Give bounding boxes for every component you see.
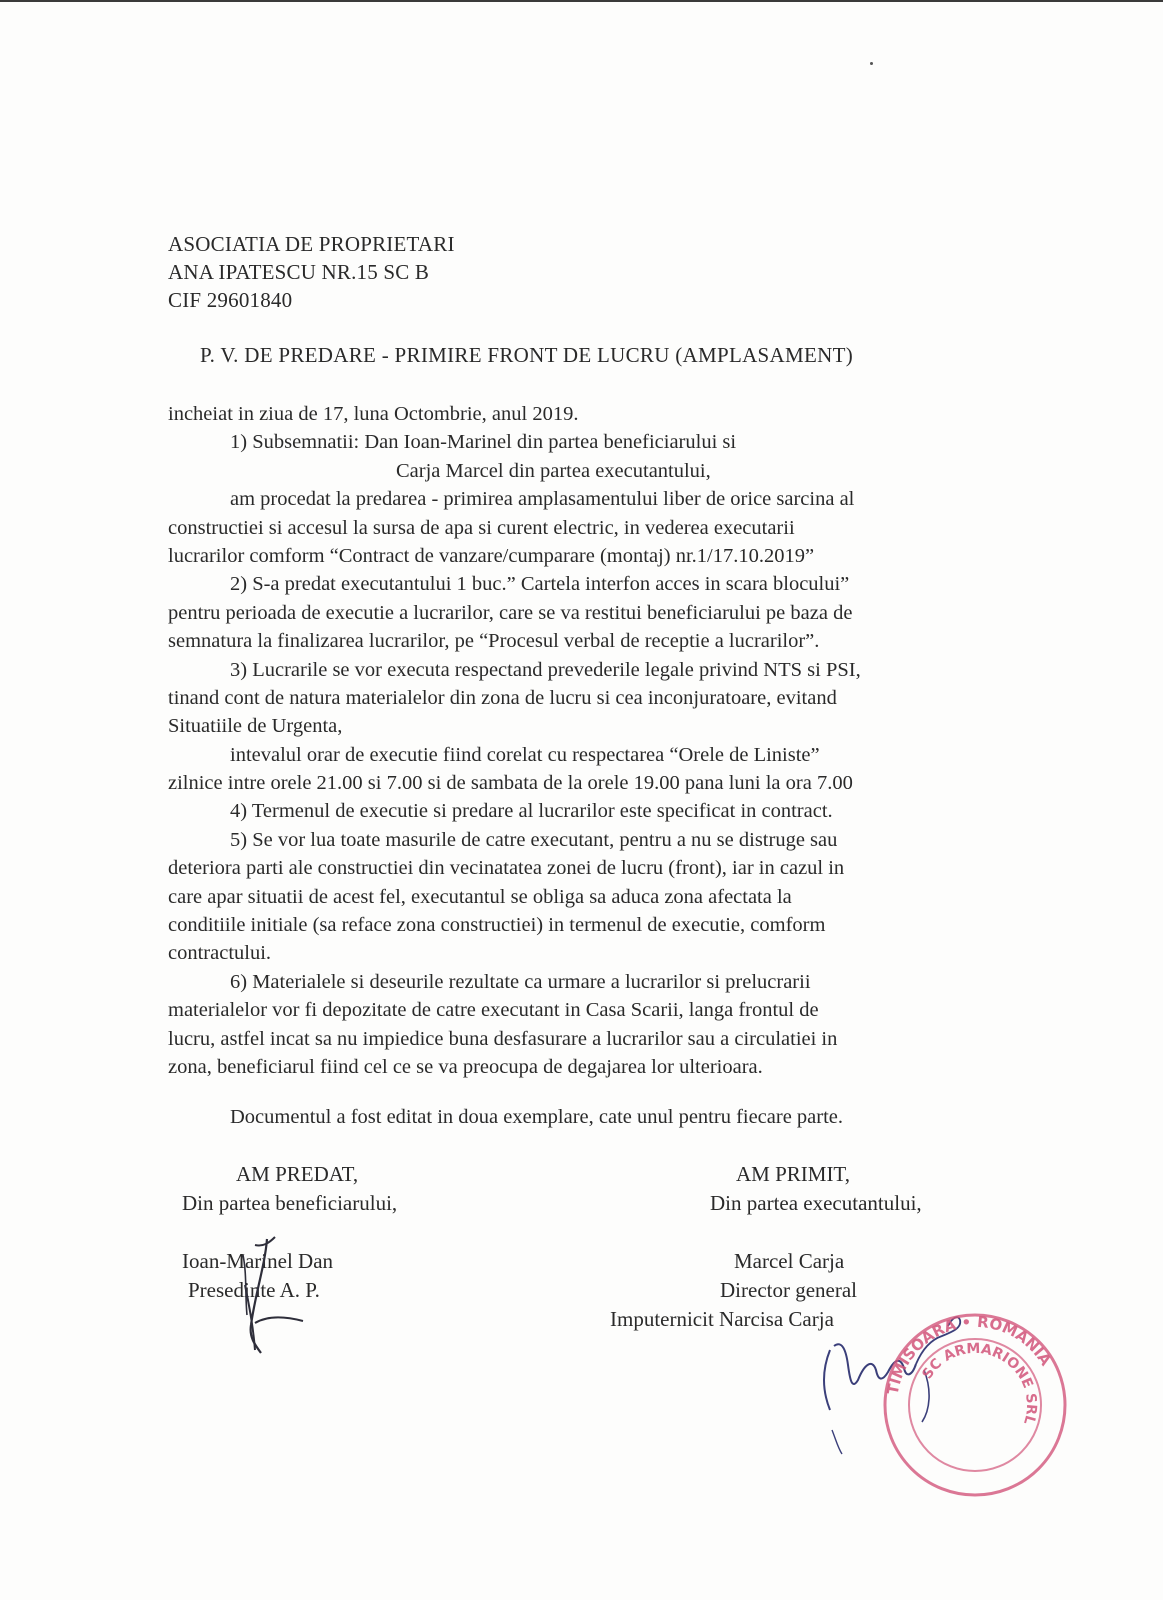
body-line: zilnice intre orele 21.00 si 7.00 si de sambata de la orele 19.00 pana luni la ora 7.00 — [168, 772, 853, 795]
beneficiary-signature-icon — [225, 1225, 315, 1365]
body-line: intevalul orar de executie fiind corelat cu respectarea “Orele de Liniste” — [230, 743, 820, 766]
document-body — [168, 400, 998, 1132]
association-name: ASOCIATIA DE PROPRIETARI — [168, 232, 455, 256]
body-line: tinand cont de natura materialelor din zona de lucru si cea inconjuratoare, evitand — [168, 686, 837, 709]
body-line: zona, beneficiarul fiind cel ce se va preocupa de degajarea lor ulterioara. — [168, 1055, 763, 1078]
body-line: Situatiile de Urgenta, — [168, 715, 343, 738]
receiver-party: Din partea executantului, — [710, 1191, 922, 1215]
signature-gap — [610, 1218, 922, 1247]
scan-speck — [870, 62, 873, 65]
association-header — [168, 230, 455, 314]
handover-name: Ioan-Marinel Dan — [182, 1249, 334, 1273]
body-line: pentru perioada de executie a lucrarilor, care se va restitui beneficiarului pe baza de — [168, 601, 853, 624]
stamp-inner-text: SC ARMARIONE SRL — [919, 1340, 1040, 1427]
handover-heading: AM PREDAT, — [236, 1162, 359, 1186]
company-stamp-icon — [880, 1310, 1070, 1500]
body-line: 2) S-a predat executantului 1 buc.” Cartela interfon acces in scara blocului” — [230, 573, 850, 596]
body-line: 5) Se vor lua toate masurile de catre executant, pentru a nu se distruge sau — [230, 828, 838, 851]
body-line: 3) Lucrarile se vor executa respectand prevederile legale privind NTS si PSI, — [230, 658, 861, 681]
paragraph-gap — [168, 1081, 998, 1103]
closing-line: Documentul a fost editat in doua exemplare, cate unul pentru fiecare parte. — [230, 1106, 844, 1129]
receiver-role: Director general — [720, 1278, 858, 1302]
body-line: conditiile initiale (sa reface zona constructiei) in termenul de executie, comform — [168, 914, 826, 937]
svg-text:SC ARMARIONE SRL — [919, 1341, 1039, 1427]
association-cif: CIF 29601840 — [168, 288, 293, 312]
body-line: materialelor vor fi depozitate de catre executant in Casa Scarii, langa frontul de — [168, 999, 819, 1022]
document-title: P. V. DE PREDARE - PRIMIRE FRONT DE LUCRU (AMPLASAMENT) — [200, 343, 853, 367]
body-line: am procedat la predarea - primirea amplasamentului liber de orice sarcina al — [230, 488, 855, 511]
handover-party: Din partea beneficiarului, — [182, 1191, 398, 1215]
handover-role: Presedinte A. P. — [188, 1278, 320, 1302]
body-line: 1) Subsemnatii: Dan Ioan-Marinel din partea beneficiarului si — [230, 431, 737, 454]
body-line: deteriora parti ale constructiei din vecinatatea zonei de lucru (front), iar in cazul in — [168, 857, 845, 880]
body-line: semnatura la finalizarea lucrarilor, pe “Procesul verbal de receptie a lucrarilor”. — [168, 630, 820, 653]
body-line: care apar situatii de acest fel, executantul se obliga sa aduca zona afectata la — [168, 885, 792, 908]
stamp-outer-text: TIMISOARA • ROMANIA — [883, 1312, 1055, 1396]
body-line: constructiei si accesul la sursa de apa si curent electric, in vederea executarii — [168, 516, 795, 539]
body-line: 6) Materialele si deseurile rezultate ca urmare a lucrarilor si prelucrarii — [230, 970, 811, 993]
body-line: lucrarilor comform “Contract de vanzare/cumparare (montaj) nr.1/17.10.2019” — [168, 544, 815, 567]
body-line: 4) Termenul de executie si predare al lucrarilor este specificat in contract. — [230, 800, 833, 823]
body-line: contractului. — [168, 942, 272, 965]
body-line: incheiat in ziua de 17, luna Octombrie, anul 2019. — [168, 403, 579, 425]
receiver-name: Marcel Carja — [734, 1249, 845, 1273]
scan-edge-line — [0, 0, 1163, 2]
receiver-proxy: Imputernicit Narcisa Carja — [610, 1307, 834, 1331]
signature-block-right — [610, 1160, 922, 1334]
body-line: Carja Marcel din partea executantului, — [396, 459, 711, 482]
body-line: lucru, astfel incat sa nu impiedice buna desfasurare a lucrarilor sau a circulatiei in — [168, 1027, 838, 1050]
receiver-heading: AM PRIMIT, — [736, 1162, 850, 1186]
association-address: ANA IPATESCU NR.15 SC B — [168, 260, 430, 284]
